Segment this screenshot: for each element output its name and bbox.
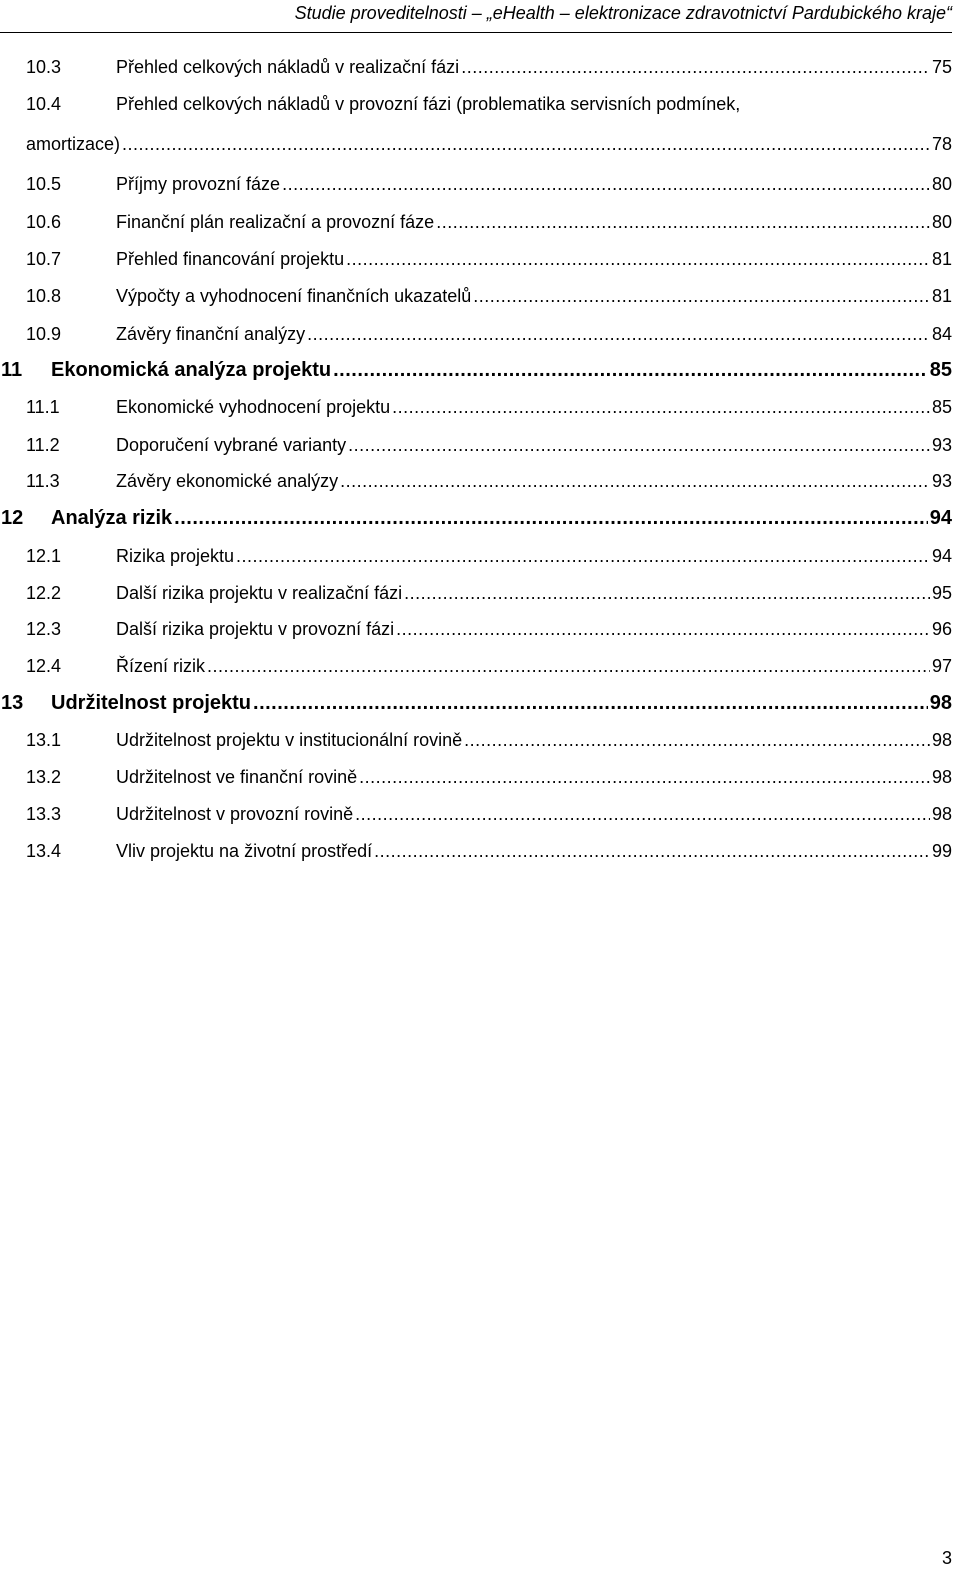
toc-entry-title: Řízení rizik [116,656,206,676]
page-header [0,0,952,33]
toc-entry-number: 10.6 [26,212,62,232]
toc-entry-title: Přehled financování projektu [116,249,345,269]
toc-entry-title: Doporučení vybrané varianty [116,435,347,455]
toc-entry-number: 10.8 [26,286,62,306]
toc-entry-title: Vliv projektu na životní prostředí [116,841,373,861]
toc-entry[interactable] [26,764,952,790]
dot-leader [236,543,930,569]
toc-entry[interactable] [26,653,952,679]
toc-entry-page: 81 [931,249,952,269]
toc-entry[interactable] [26,616,952,642]
toc-entry-title: Přehled celkových nákladů v realizační fázi [116,57,460,77]
dot-leader [340,468,930,494]
dot-leader [464,727,930,753]
toc-entry[interactable] [26,580,952,606]
toc-entry-number: 10.3 [26,57,62,77]
toc-entry[interactable] [26,283,952,309]
dot-leader [374,838,930,864]
toc-entry[interactable] [0,357,952,383]
toc-entry-page: 84 [931,324,952,344]
toc-entry-number: 12.3 [26,619,62,639]
toc-entry-title: Finanční plán realizační a provozní fáze [116,212,435,232]
toc-entry-page: 93 [931,435,952,455]
toc-entry-page: 99 [931,841,952,861]
toc-entry-page: 93 [931,471,952,491]
dot-leader [282,171,930,197]
toc-entry[interactable] [26,727,952,753]
dot-leader [355,801,930,827]
toc-entry-number: 13.3 [26,804,62,824]
toc-entry-number: 12.2 [26,583,62,603]
toc-entry-title: Výpočty a vyhodnocení finančních ukazatelů [116,286,472,306]
dot-leader [333,357,928,383]
toc-entry-page: 98 [931,730,952,750]
toc-entry-title: Další rizika projektu v realizační fázi [116,583,403,603]
dot-leader [392,394,930,420]
toc-entry-number: 13.1 [26,730,62,750]
toc-entry-title: Další rizika projektu v provozní fázi [116,619,395,639]
toc-entry-page: 78 [931,134,952,154]
toc-entry[interactable] [26,54,952,80]
toc-entry-title: Závěry finanční analýzy [116,324,306,344]
toc-entry[interactable] [0,690,952,716]
toc-entry-number: 10.9 [26,324,62,344]
toc-entry-number: 10.5 [26,174,62,194]
toc-entry-number: 12.1 [26,546,62,566]
toc-entry-number: 11.1 [26,397,60,417]
dot-leader [346,246,930,272]
toc-entry-number: 11 [1,359,23,381]
dot-leader [396,616,930,642]
toc-entry-title: Příjmy provozní fáze [116,174,281,194]
dot-leader [473,283,930,309]
toc-entry[interactable] [26,432,952,458]
toc-entry-title: Udržitelnost ve finanční rovině [116,767,358,787]
toc-entry-number: 13.4 [26,841,62,861]
toc-entry-page: 81 [931,286,952,306]
toc-entry-number: 12 [1,507,24,529]
toc-entry-page: 98 [931,804,952,824]
dot-leader [174,505,928,531]
toc-entry-title: Závěry ekonomické analýzy [116,471,339,491]
toc-entry-title: Ekonomické vyhodnocení projektu [116,397,391,417]
toc-entry-title-continued: amortizace) [26,134,121,154]
toc-entry-title: Udržitelnost v provozní rovině [116,804,354,824]
toc-entry[interactable] [26,91,952,157]
toc-entry-title: Rizika projektu [116,546,235,566]
toc-entry-number: 13 [1,692,24,714]
toc-entry-page: 80 [931,212,952,232]
toc-entry-number: 11.2 [26,435,60,455]
toc-entry-page: 80 [931,174,952,194]
toc-entry-page: 85 [931,397,952,417]
toc-entry-number: 10.4 [26,94,62,114]
toc-entry-number: 13.2 [26,767,62,787]
dot-leader [404,580,930,606]
toc-entry-title: Analýza rizik [51,507,173,529]
toc-entry[interactable] [26,801,952,827]
toc-entry-number: 10.7 [26,249,62,269]
toc-entry-page: 98 [931,767,952,787]
dot-leader [253,690,928,716]
toc-entry[interactable] [26,468,952,494]
toc-entry-page: 97 [931,656,952,676]
toc-entry-page: 95 [931,583,952,603]
header-text: Studie proveditelnosti – „eHealth – elektronizace zdravotnictví Pardubického kraje“ [294,3,952,23]
toc-entry-title: Ekonomická analýza projektu [51,359,332,381]
page-number: 3 [941,1548,952,1568]
toc-entry-number: 12.4 [26,656,62,676]
toc-entry-page: 75 [931,57,952,77]
toc-entry-title: Přehled celkových nákladů v provozní fázi (problematika servisních podmínek, [116,94,741,114]
toc-entry-title: Udržitelnost projektu v institucionální rovině [116,730,463,750]
dot-leader [207,653,930,679]
dot-leader [359,764,930,790]
toc-entry-page: 96 [931,619,952,639]
toc-entry[interactable] [26,394,952,420]
dot-leader [461,54,930,80]
toc-entry[interactable] [0,505,952,531]
toc-entry-page: 85 [929,359,952,381]
toc-entry-page: 94 [931,546,952,566]
toc-entry[interactable] [26,321,952,347]
toc-entry-title: Udržitelnost projektu [51,692,252,714]
toc-entry-page: 98 [929,692,952,714]
toc-entry[interactable] [26,543,952,569]
dot-leader [307,321,930,347]
dot-leader [122,131,930,157]
dot-leader [348,432,930,458]
dot-leader [436,209,930,235]
toc-entry[interactable] [26,209,952,235]
toc-entry-number: 11.3 [26,471,60,491]
toc-entry[interactable] [26,171,952,197]
toc-entry-page: 94 [929,507,952,529]
toc-entry[interactable] [26,838,952,864]
toc-entry[interactable] [26,246,952,272]
